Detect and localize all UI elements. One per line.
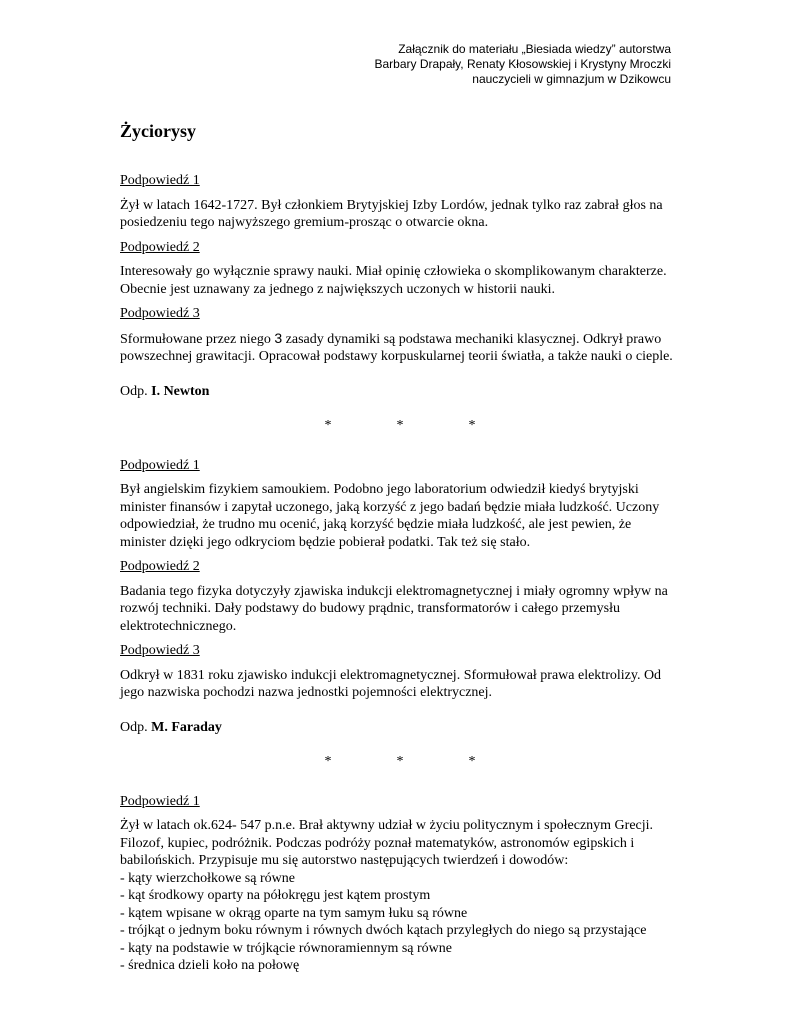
document-body: [120, 120, 680, 975]
hint-text: Odkrył w 1831 roku zjawisko indukcji elektromagnetycznej. Sformułował prawa elektrolizy. Od jego nazwiska pochodzi nazwa jednostki pojemności elektrycznej.: [120, 667, 662, 700]
hint-text-part: Sformułowane przez niego: [120, 331, 275, 347]
section-separator: [120, 753, 680, 771]
answer: [120, 383, 680, 401]
hint-text-part: zasady dynamiki są podstawa mechaniki klasycznej. Odkrył prawo powszechnej grawitacji. Opracował podstawy korpuskularnej teorii światła, a także nauki o cieple.: [120, 331, 673, 364]
list-item: - kąt środkowy oparty na półokręgu jest kątem prostym: [120, 888, 431, 903]
biography-section-newton: [120, 172, 680, 400]
header-line-3: nauczycieli w gimnazjum w Dzikowcu: [472, 72, 671, 86]
separator-star: *: [468, 418, 476, 433]
hint-text: Żył w latach 1642-1727. Był członkiem Brytyjskiej Izby Lordów, jednak tylko raz zabrał głos na posiedzeniu tego najwyższego gremium-prosząc o otwarcie okna.: [120, 197, 663, 230]
theorem-list: [120, 870, 680, 975]
answer: [120, 719, 680, 737]
separator-star: *: [468, 754, 476, 769]
biography-section-3: [120, 793, 680, 975]
separator-star: *: [396, 418, 404, 433]
answer-name: I. Newton: [151, 383, 210, 399]
answer-prefix: Odp.: [120, 383, 152, 399]
list-item: - kątem wpisane w okrąg oparte na tym samym łuku są równe: [120, 905, 468, 921]
separator-star: *: [324, 418, 332, 433]
biography-section-faraday: [120, 457, 680, 737]
hint-text: Żył w latach ok.624- 547 p.n.e. Brał aktywny udział w życiu politycznym i społecznym Grecji. Filozof, kupiec, podróżnik. Podczas podróży poznał matematyków, astronomów egipskich i babilońskich. Przypisuje mu się autorstwo następujących twierdzeń i dowodów:: [120, 818, 654, 868]
hint-text-number: 3: [274, 329, 283, 346]
hint-label: Podpowiedź 1: [120, 457, 200, 473]
separator-star: *: [324, 754, 332, 769]
hint-label: Podpowiedź 3: [120, 643, 200, 658]
page-title: Życiorysy: [120, 121, 196, 141]
header-line-1: Załącznik do materiału „Biesiada wiedzy” autorstwa: [398, 42, 671, 56]
hint-label: Podpowiedź 2: [120, 559, 200, 574]
hint-text: [120, 330, 680, 366]
hint-label: Podpowiedź 2: [120, 239, 200, 255]
answer-prefix: Odp.: [120, 719, 152, 735]
hint-text: Był angielskim fizykiem samoukiem. Podobno jego laboratorium odwiedził kiedyś brytyjski minister finansów i zapytał uczonego, jaką korzyść z jego badań będzie miała ludzkość. Uczony odpowiedział, że trudno mu ocenić, jaką korzyść będzie miała ludzkość, ale jest pewien, że minister dzięki jego odkryciom będzie pobierał podatki. Tak też się stało.: [120, 482, 660, 550]
hint-label: Podpowiedź 1: [120, 793, 200, 809]
hint-label: Podpowiedź 1: [120, 173, 200, 188]
list-item: - średnica dzieli koło na połowę: [120, 958, 300, 973]
separator-star: *: [396, 754, 404, 769]
list-item: - kąty wierzchołkowe są równe: [120, 870, 295, 886]
hint-label: Podpowiedź 3: [120, 306, 200, 321]
answer-name: M. Faraday: [151, 719, 222, 735]
list-item: - kąty na podstawie w trójkącie równoramiennym są równe: [120, 940, 453, 956]
document-header: [374, 42, 671, 87]
hint-text: Interesowały go wyłącznie sprawy nauki. Miał opinię człowieka o skomplikowanym charakterze. Obecnie jest uznawany za jednego z największych uczonych w historii nauki.: [120, 264, 667, 297]
list-item: - trójkąt o jednym boku równym i równych dwóch kątach przyległych do niego są przystające: [120, 923, 647, 938]
section-separator: [120, 417, 680, 435]
header-line-2: Barbary Drapały, Renaty Kłosowskiej i Krystyny Mroczki: [374, 57, 671, 71]
hint-text: Badania tego fizyka dotyczyły zjawiska indukcji elektromagnetycznej i miały ogromny wpływ na rozwój techniki. Dały podstawy do budowy prądnic, transformatorów i całego przemysłu elektrotechnicznego.: [120, 583, 668, 634]
